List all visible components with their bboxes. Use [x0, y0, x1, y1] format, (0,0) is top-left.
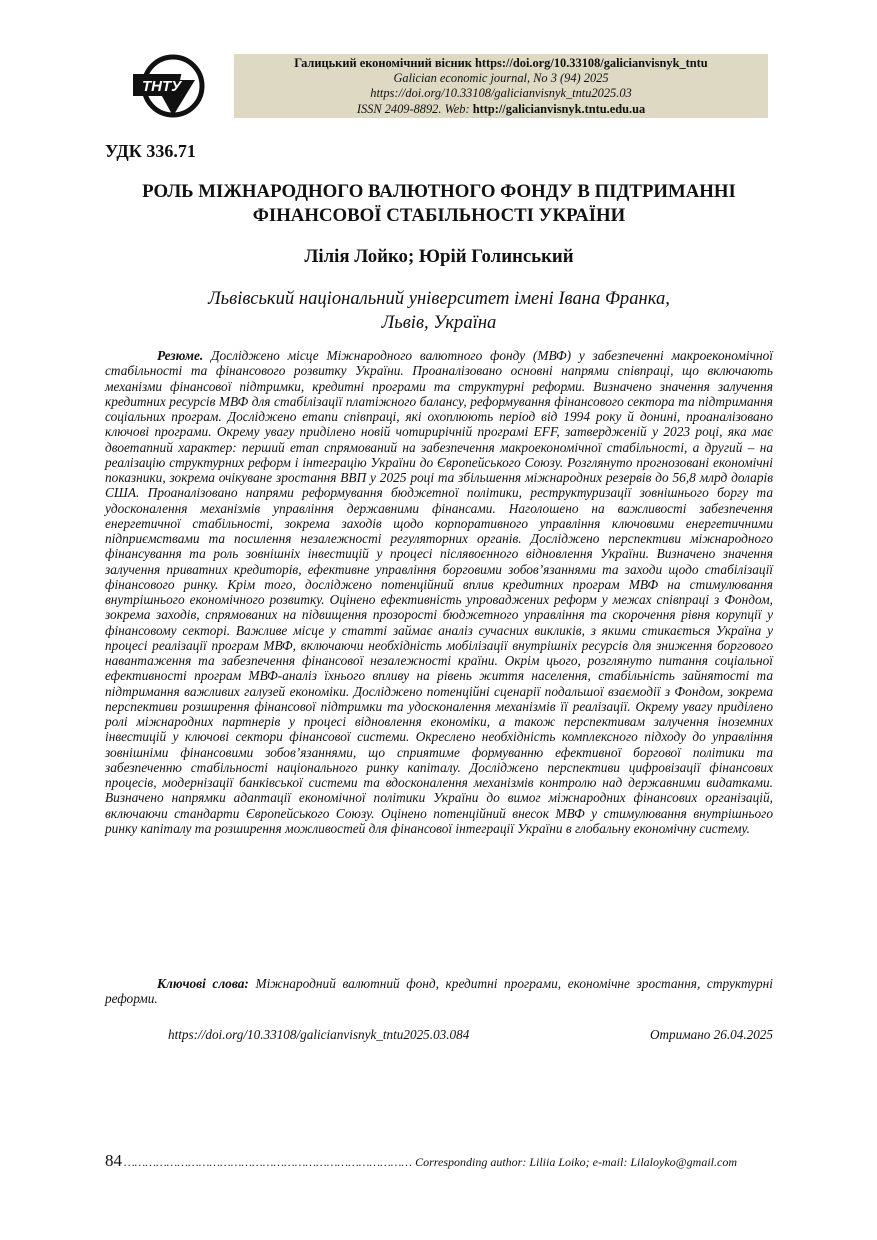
received-date: Отримано 26.04.2025 [649, 1027, 773, 1042]
paper-authors: Лілія Лойко; Юрій Голинський [304, 246, 574, 267]
journal-header-doi: https://doi.org/10.33108/galicianvisnyk_tntu2025.03 [370, 86, 632, 101]
article-doi-link[interactable]: https://doi.org/10.33108/galicianvisnyk_tntu2025.03.084 [168, 1027, 470, 1042]
journal-header-title: Галицький економічний вісник https://doi.org/10.33108/galicianvisnyk_tntu [294, 56, 708, 70]
abstract-label: Резюме. [157, 348, 204, 363]
paper-title-line-1: РОЛЬ МІЖНАРОДНОГО ВАЛЮТНОГО ФОНДУ В ПІДТРИМАННІ [142, 181, 736, 202]
svg-text:ТНТУ: ТНТУ [142, 78, 182, 95]
keywords-label: Ключові слова: [157, 976, 249, 991]
journal-header [234, 54, 768, 118]
paper-title-line-2: ФІНАНСОВОЇ СТАБІЛЬНОСТІ УКРАЇНИ [252, 205, 626, 226]
footer-dots: ……………………………………………………………………… [124, 1155, 413, 1169]
author-affiliation [105, 287, 773, 335]
abstract [105, 348, 773, 836]
paper-title [105, 180, 773, 228]
page-footer [105, 1151, 773, 1171]
journal-header-issn [234, 102, 768, 117]
keywords [105, 976, 773, 1007]
keywords-text: Міжнародний валютний фонд, кредитні програми, економічне зростання, структурні реформи. [105, 976, 773, 1007]
journal-logo [133, 52, 211, 124]
page-number: 84 [105, 1151, 122, 1170]
journal-website-link[interactable]: http://galicianvisnyk.tntu.edu.ua [472, 101, 646, 116]
abstract-text: Досліджено місце Міжнародного валютного фонду (МВФ) у забезпеченні макроекономічної стабільності та фінансового розвитку України. Проаналізовано основні напрями співпраці, що включають механізми фінансової підтримки, кредитні програми та структурні реформи. Визначено значення залучення кредитних ресурсів МВФ для стабілізації платіжного балансу, реформування фінансового сектора та підтримання соціальних програм. Досліджено етапи співпраці, які охоплюють період від 1994 року й донині, проаналізовано ключові програми. Окрему увагу приділено новій чотирирічній програмі EFF, затвердженій у 2023 році, яка має двоетапний характер: перший етап спрямований на забезпечення макроекономічної стабільності, а другий – на реалізацію структурних реформ і інтеграцію України до Європейського Союзу. Розглянуто прогнозовані економічні показники, зокрема очікуване зростання ВВП у 2025 році та збільшення міжнародних резервів до 56,8 млрд доларів США. Проаналізовано напрями реформування бюджетної політики, реструктуризації зовнішнього боргу та удосконалення механізмів управління державними фінансами. Наголошено на важливості забезпечення енергетичної стабільності, зокрема заходів щодо корпоративного управління ключовими енергетичними підприємствами та посилення незалежності регуляторних органів. Досліджено перспективи міжнародного фінансування та роль зовнішніх інвестицій у процесі післявоєнного відновлення України. Визначено значення залучення приватних кредиторів, ефективне управління борговими зобов’язаннями та заходи щодо стабілізації фінансового ринку. Крім того, досліджено потенційний вплив кредитних програм МВФ на стимулювання внутрішнього економічного розвитку. Оцінено ефективність упроваджених реформ у межах співпраці з Фондом, зокрема заходів, спрямованих на підвищення прозорості бюджетного управління та скорочення рівня корупції у фінансовому секторі. Важливе місце у статті займає аналіз сучасних викликів, з якими стикається Україна у процесі реалізації програм МВФ, включаючи необхідність мобілізації внутрішніх ресурсів для зниження боргового навантаження та забезпечення фінансової незалежності країни. Окрім цього, розглянуто питання соціальної ефективності програм МВФ-аналіз їхнього впливу на рівень життя населення, стабільність зайнятості та підтримання важливих галузей економіки. Досліджено потенційні сценарії подальшої взаємодії з Фондом, зокрема перспективи розширення фінансової підтримки та удосконалення механізмів її реалізації. Окрему увагу приділено ролі міжнародних партнерів у процесі відновлення економіки, а також перспективам залучення іноземних інвестицій у ключові сектори фінансової системи. Окреслено необхідність комплексного підходу до управління зовнішніми фінансовими зобов’язаннями, що сприятиме формуванню ефективної боргової політики та забезпеченню стабільності національного ринку капіталу. Досліджено перспективи цифровізації фінансових процесів, модернізації банківської системи та вдосконалення механізмів контролю над державними видатками. Визначено напрямки адаптації економічної політики України до вимог міжнародних фінансових організацій, включаючи стандарти Європейського Союзу. Оцінено потенційний внесок МВФ у стимулювання внутрішнього ринку капіталу та розширення можливостей для фінансової інтеграції України в глобальну економічну систему. [105, 348, 773, 836]
tntu-logo-icon [133, 52, 211, 124]
udk-code: УДК 336.71 [105, 141, 196, 161]
corresponding-author: Corresponding author: Liliia Loiko; e-mail: Lilaloyko@gmail.com [415, 1155, 738, 1169]
issn-text: ISSN 2409-8892. Web: [356, 101, 470, 116]
affiliation-line-2: Львів, Україна [381, 312, 497, 333]
journal-header-issue: Galician economic journal, No 3 (94) 2025 [393, 71, 609, 86]
affiliation-line-1: Львівський національний університет імені Івана Франка, [208, 288, 670, 309]
